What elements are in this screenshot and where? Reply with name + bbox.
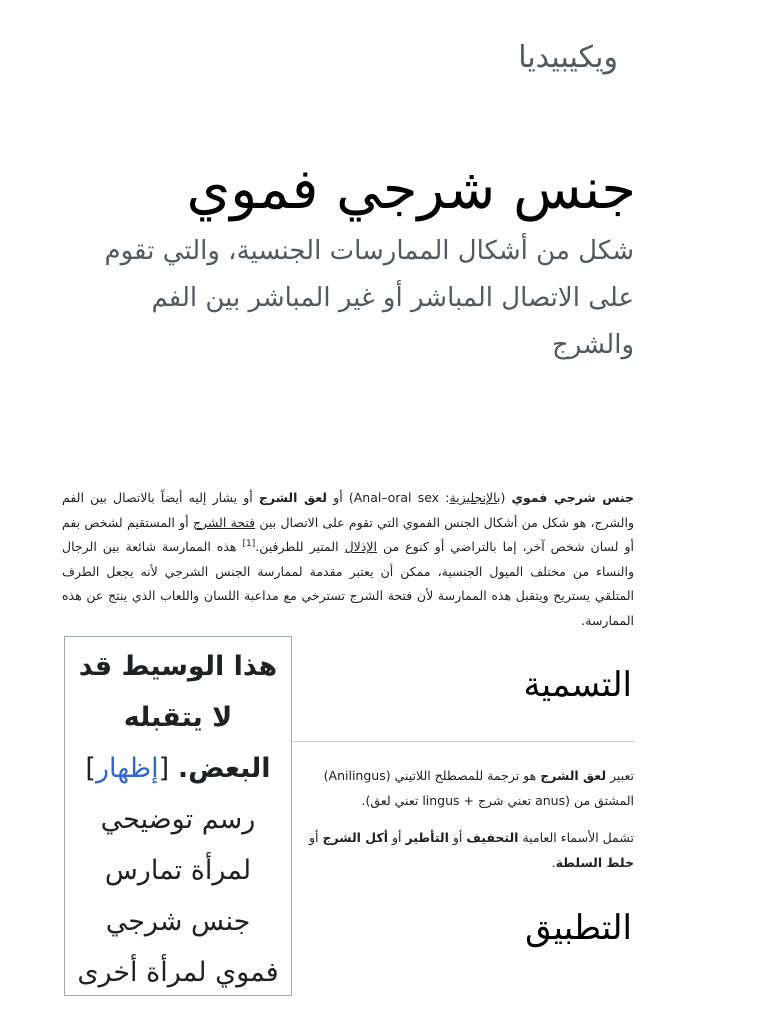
lead-text-2: أو المستقيم لشخص بفم أو لسان شخص آخر، إما بالتراضي أو كنوع من	[62, 514, 634, 554]
lead-text-4: هذه الممارسة شائعة بين الرجال والنساء من مختلف الميول الجنسية، ممكن أن يعتبر مقدمة لممارسة الجنس الشرجي لأنه يجعل الطرف المتلقي يستريح ويتقبل هذه الممارسة لأن فتحة الشرج تسترخي مع مداعبة اللسان واللعاب الذي ينتج عن هذه الممارسة.	[62, 539, 634, 628]
naming-p2-or-1: أو	[448, 830, 467, 845]
bracket-open: [	[158, 753, 170, 784]
naming-paragraph-1	[298, 763, 634, 813]
naming-p1-term: لعق الشرج	[540, 768, 607, 783]
naming-p2-or-2: أو	[388, 830, 406, 845]
lead-term-2: لعق الشرج	[258, 490, 327, 505]
section-divider	[292, 741, 634, 742]
lead-english-term: : Anal–oral sex	[353, 490, 450, 505]
reference-1[interactable]: [1]	[242, 538, 256, 549]
lead-paren-close: ) أو	[326, 490, 354, 505]
lead-text-1: أو يشار إليه أيضاً بالاتصال بين الفم والشرج، هو شكل من أشكال الجنس الفموي التي تقوم على الاتصال بين	[62, 490, 634, 530]
naming-p1-text-2: هو ترجمة للمصطلح اللاتيني (Anilingus) المشتق من (anus تعني شرج + lingus تعني لعق).	[323, 768, 634, 808]
infobox-content	[65, 637, 291, 996]
lead-paragraph	[62, 486, 634, 633]
naming-paragraph-2	[298, 825, 634, 875]
infobox-caption: رسم توضيحي لمرأة تمارس جنس شرجي فموي لمرأة أخرى	[77, 804, 279, 988]
lead-paren-open: (	[500, 490, 512, 505]
naming-p2-or-3: أو	[308, 830, 323, 845]
slang-term-2: التأطير	[405, 830, 449, 845]
section-heading-practice[interactable]: التطبيق	[525, 908, 632, 948]
english-language-link[interactable]: بالإنجليزية	[449, 490, 501, 505]
anus-link[interactable]: فتحة الشرج	[192, 514, 256, 530]
infobox	[64, 636, 292, 996]
bracket-close: ]	[85, 753, 96, 784]
naming-p2-end: .	[551, 855, 556, 870]
slang-term-4: خلط السلطة	[555, 855, 634, 870]
page-title: جنس شرجي فموي	[186, 157, 636, 222]
slang-term-1: التحفيف	[466, 830, 519, 845]
show-media-link[interactable]: إظهار	[95, 753, 159, 784]
humiliation-link[interactable]: الإذلال	[344, 539, 377, 554]
naming-p1-text-1: تعبير	[606, 768, 634, 783]
page-tagline: شكل من أشكال الممارسات الجنسية، والتي تقوم على الاتصال المباشر أو غير المباشر بين الفم والشرج	[104, 236, 634, 360]
slang-term-3: أكل الشرج	[322, 830, 389, 845]
naming-p2-text-1: تشمل الأسماء العامية	[518, 830, 634, 845]
lead-text-3: المتير للطرفين.	[255, 539, 345, 554]
wikipedia-logo[interactable]: ويكيبيديا	[518, 40, 618, 75]
content-warning: هذا الوسيط قد لا يتقبله البعض.	[78, 651, 278, 784]
lead-term: جنس شرجي فموي	[511, 490, 634, 505]
section-heading-naming[interactable]: التسمية	[523, 665, 632, 705]
